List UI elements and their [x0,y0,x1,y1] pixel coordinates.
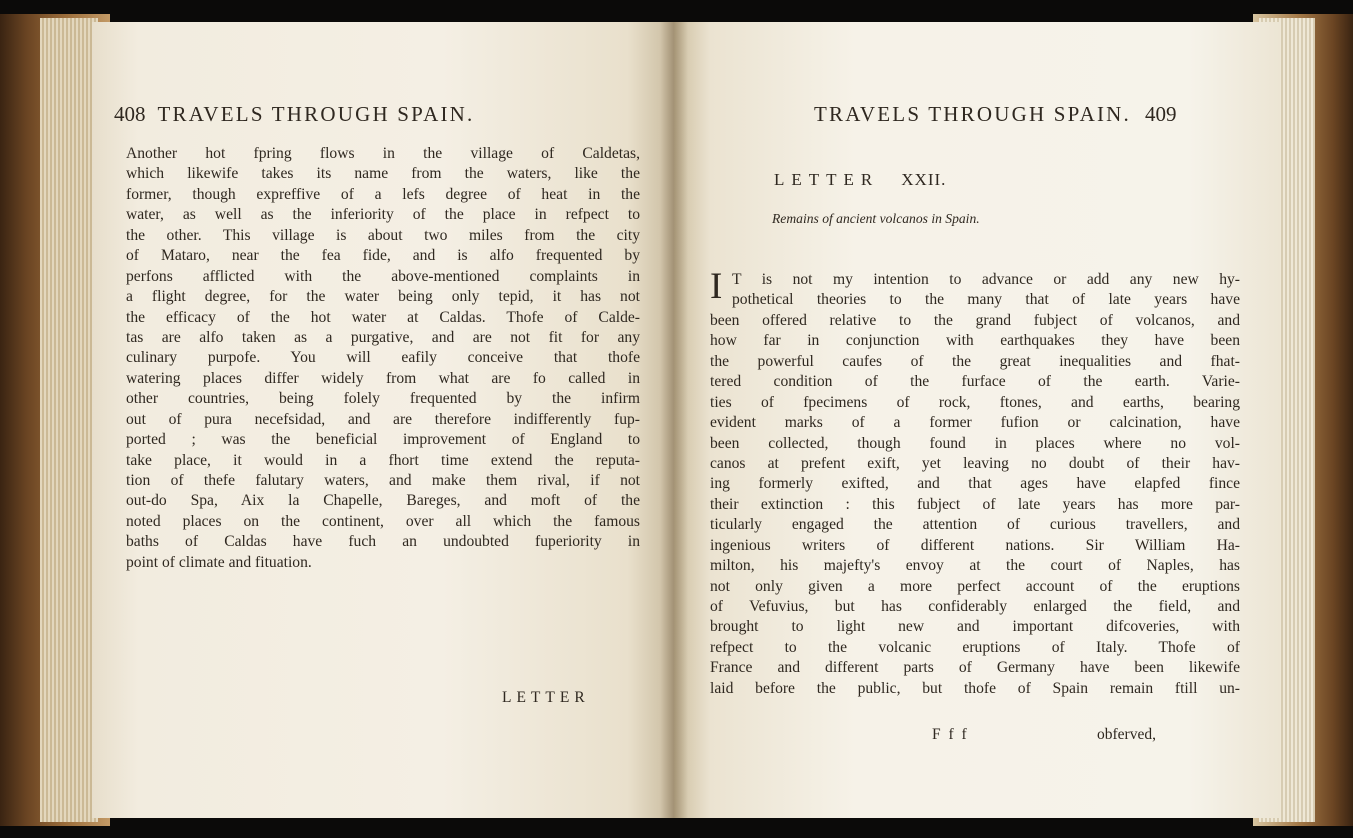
text-line: tered condition of the furface of the earth. Varie- [710,373,1240,391]
text-line: their extinction : this fubject of late years has more par- [710,495,1240,513]
text-line: France and different parts of Germany have been likewife [710,659,1240,677]
text-line: canos at prefent exift, yet leaving no doubt of their hav- [710,454,1240,472]
letter-heading-word: LETTER [774,170,880,189]
text-line: ing formerly exifted, and that ages have elapfed fince [710,475,1240,493]
text-line: a flight degree, for the water being only tepid, it has not [126,288,640,306]
text-line: point of climate and fituation. [126,553,312,571]
text-line: pothetical theories to the many that of late years have [732,291,1240,309]
text-line: culinary purpofe. You will eafily conceive that thofe [126,349,640,367]
right-running-head [814,102,1176,127]
text-line: T is not my intention to advance or add any new hy- [732,271,1240,288]
text-line: noted places on the continent, over all which the famous [126,512,640,530]
text-line: of Mataro, near the fea fide, and is alfo frequented by [126,247,640,265]
text-line: brought to light new and important difcoveries, with [710,618,1240,636]
text-line: been collected, though found in places where no vol- [710,434,1240,452]
letter-heading [774,170,946,190]
text-line: watering places differ widely from what are fo called in [126,369,640,387]
text-line: former, though expreffive of a lefs degree of heat in the [126,185,640,203]
text-line: not only given a more perfect account of the eruptions [710,577,1240,595]
drop-cap: I [710,266,723,307]
text-line: the efficacy of the hot water at Caldas. Thofe of Calde- [126,308,640,326]
right-catchword: obferved, [1097,726,1156,743]
left-running-title: TRAVELS THROUGH SPAIN. [157,102,475,126]
text-line: ported ; was the beneficial improvement of England to [126,431,640,449]
text-line: been offered relative to the grand fubject of volcanos, and [710,311,1240,329]
text-line: tas are alfo taken as a purgative, and are not fit for any [126,328,640,346]
left-catchword: LETTER [502,689,590,706]
text-line: ticularly engaged the attention of curious travellers, and [710,516,1240,534]
text-line: refpect to the volcanic eruptions of Italy. Thofe of [710,638,1240,656]
text-line: how far in conjunction with earthquakes they have been [710,332,1240,350]
text-line: water, as well as the inferiority of the place in refpect to [126,206,640,224]
left-running-head [114,102,474,127]
text-line: ingenious writers of different nations. Sir William Ha- [710,536,1240,554]
text-line: ties of fpecimens of rock, ftones, and earths, bearing [710,393,1240,411]
left-page [92,22,674,818]
text-line: laid before the public, but thofe of Spain remain ftill un- [710,679,1240,697]
text-line: the other. This village is about two miles from the city [126,226,640,244]
right-page-number: 409 [1144,102,1177,126]
text-line: milton, his majefty's envoy at the court of Naples, has [710,557,1240,575]
left-page-number: 408 [114,102,146,126]
letter-subtitle: Remains of ancient volcanos in Spain. [772,211,980,226]
text-line: of Vefuvius, but has confiderably enlarged the field, and [710,598,1240,615]
text-line: perfons afflicted with the above-mentioned complaints in [126,267,640,285]
text-line: which likewife takes its name from the waters, like the [126,165,640,183]
book-gutter [660,22,688,818]
left-page-stack [40,18,98,822]
text-line: Another hot fpring flows in the village of Caldetas, [126,145,640,162]
text-line: tion of thefe falutary waters, and make them rival, if not [126,472,640,489]
text-line: out-do Spa, Aix la Chapelle, Bareges, and moft of the [126,492,640,510]
text-line: the powerful caufes of the great inequalities and fhat- [710,352,1240,370]
right-body-text [710,266,1240,699]
text-line: baths of Caldas have fuch an undoubted fuperiority in [126,533,640,551]
letter-number: XXII. [901,170,947,189]
right-running-title: TRAVELS THROUGH SPAIN. [814,102,1131,126]
text-line: other countries, being folely frequented by the infirm [126,390,640,408]
left-body-text [126,144,640,573]
text-line: take place, it would in a fhort time extend the reputa- [126,451,640,469]
text-line: evident marks of a former fufion or calcination, have [710,414,1240,432]
signature-mark: F f f [932,726,969,743]
text-line: out of pura necefsidad, and are therefore indifferently fup- [126,410,640,428]
right-page [674,22,1280,818]
